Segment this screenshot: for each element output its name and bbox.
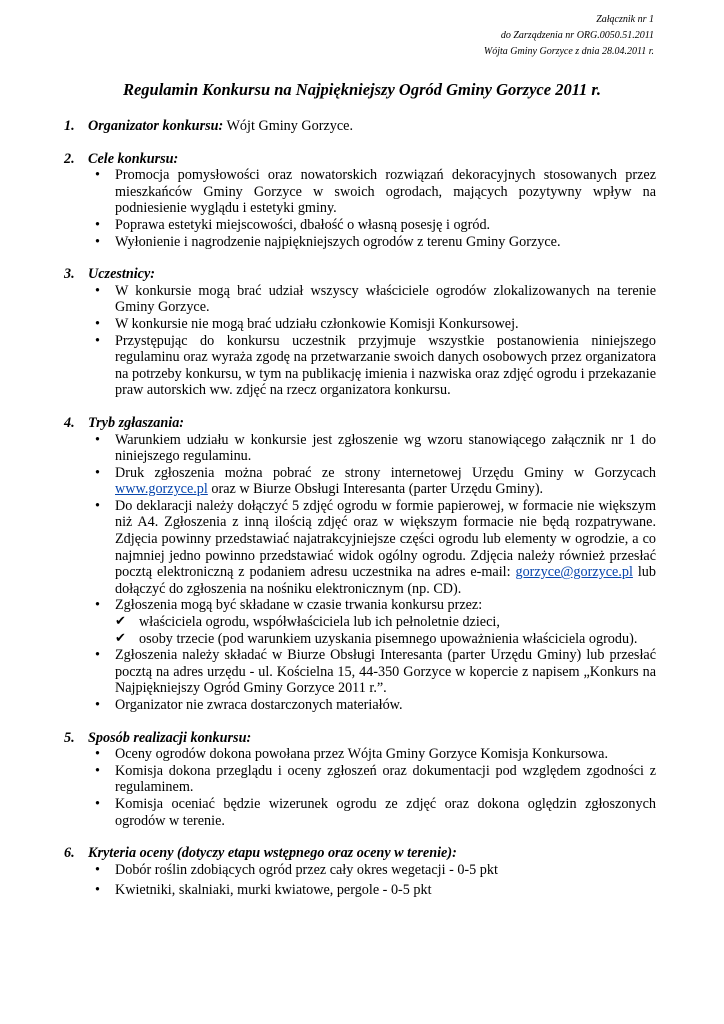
item-text: oraz w Biurze Obsługi Interesanta (parter Urzędu Gminy). xyxy=(207,481,544,498)
list-item: • Przystępując do konkursu uczestnik przyjmuje wszystkie postanowienia niniejszego regulaminu oraz wyraża zgodę na przetwarzanie swoich danych osobowych przez organizatora na potrzeby konkursu, w tym na publikację imienia i nazwiska oraz zdjęć ogrodu i przekazanie praw autorskich ww. zdjęć na rzecz organizatora konkursu. xyxy=(115,333,656,399)
section-procedure xyxy=(64,729,656,830)
list-item: • W konkursie mogą brać udział wszyscy właściciele ogrodów zlokalizowanych na terenie Gminy Gorzyce. xyxy=(115,283,656,316)
attachment-number: Załącznik nr 1 xyxy=(596,14,654,25)
document-body xyxy=(64,118,656,915)
section-heading: Kryteria oceny (dotyczy etapu wstępnego oraz oceny w terenie): xyxy=(88,845,457,862)
submitters-list xyxy=(115,614,656,647)
section-heading: Uczestnicy: xyxy=(88,266,155,283)
participants-list xyxy=(88,283,656,399)
item-text: Do deklaracji należy dołączyć 5 zdjęć ogrodu w formie papierowej, w formacie nie większym niż A4. Zgłoszenia z inną ilością zdjęć oraz w większym formacie nie będą rozpatrywane. Zdjęcia powinny przedstawiać najatrakcyjniejsze części ogrodu lub elementy w ogrodzie, a co najmniej jedno powinno przedstawiać widok ogólny ogrodu. Zdjęcia należy również przesłać pocztą elektroniczną z podaniem adresu uczestnika na adres e-mail: xyxy=(115,497,656,581)
item-text: Druk zgłoszenia można pobrać ze strony internetowej Urzędu Gminy w Gorzycach xyxy=(115,464,656,481)
section-criteria xyxy=(64,845,656,899)
section-heading: Sposób realizacji konkursu: xyxy=(88,729,252,746)
section-heading: Cele konkursu: xyxy=(88,150,179,167)
email-link[interactable]: gorzyce@gorzyce.pl xyxy=(515,564,633,581)
list-item: • Organizator nie zwraca dostarczonych materiałów. xyxy=(115,697,656,714)
list-item: • W konkursie nie mogą brać udziału członkowie Komisji Konkursowej. xyxy=(115,316,656,333)
list-item: • Promocja pomysłowości oraz nowatorskich rozwiązań dekoracyjnych stosowanych przez mieszkańców Gminy Gorzyce w swoich ogrodach, mających pozytywny wpływ na podniesienie wyglądu i estetyki gminy. xyxy=(115,167,656,217)
ordinance-date: Wójta Gminy Gorzyce z dnia 28.04.2011 r. xyxy=(483,46,654,57)
list-item: • Kwietniki, skalniaki, murki kwiatowe, pergole - 0-5 pkt xyxy=(115,882,656,899)
section-number: 3. xyxy=(64,266,75,283)
list-item: • Wyłonienie i nagrodzenie najpiękniejszych ogrodów z terenu Gminy Gorzyce. xyxy=(115,234,656,251)
section-number: 1. xyxy=(64,118,75,134)
item-text: Zgłoszenia mogą być składane w czasie trwania konkursu przez: xyxy=(115,597,483,614)
item-text: lub dołączyć do zgłoszenia na nośniku elektronicznym (np. CD). xyxy=(115,564,656,597)
section-heading: Tryb zgłaszania: xyxy=(88,414,185,431)
list-item: • Komisja dokona przeglądu i oceny zgłoszeń oraz dokumentacji pod względem zgodności z regulaminem. xyxy=(115,763,656,796)
check-item: ✔ osoby trzecie (pod warunkiem uzyskania pisemnego upoważnienia właściciela ogrodu). xyxy=(139,631,656,648)
section-participants xyxy=(64,266,656,399)
check-item: ✔ właściciela ogrodu, współwłaściciela lub ich pełnoletnie dzieci, xyxy=(139,614,656,631)
section-number: 5. xyxy=(64,729,75,746)
section-goals xyxy=(64,150,656,251)
criteria-list xyxy=(88,862,656,899)
list-item xyxy=(115,597,656,647)
section-text: Wójt Gminy Gorzyce. xyxy=(226,118,353,134)
list-item xyxy=(115,465,656,498)
ordinance-reference: do Zarządzenia nr ORG.0050.51.2011 xyxy=(500,30,654,41)
submission-list xyxy=(88,432,656,714)
section-number: 6. xyxy=(64,845,75,862)
section-organizer xyxy=(64,118,656,135)
list-item xyxy=(115,498,656,598)
procedure-list xyxy=(88,746,656,829)
section-heading: Organizator konkursu: xyxy=(88,118,224,134)
goals-list xyxy=(88,167,656,250)
list-item: • Zgłoszenia należy składać w Biurze Obsługi Interesanta (parter Urzędu Gminy) lub przesłać pocztą na adres urzędu - ul. Kościelna 15, 44-350 Gorzyce w kopercie z napisem „Konkurs na Najpiękniejszy Ogród Gminy Gorzyce 2011 r.”. xyxy=(115,647,656,697)
attachment-header xyxy=(484,12,654,60)
list-item: • Warunkiem udziału w konkursie jest zgłoszenie wg wzoru stanowiącego załącznik nr 1 do niniejszego regulaminu. xyxy=(115,432,656,465)
section-number: 2. xyxy=(64,150,75,167)
list-item: • Komisja oceniać będzie wizerunek ogrodu ze zdjęć oraz dokona oględzin zgłoszonych ogrodów w terenie. xyxy=(115,796,656,829)
list-item: • Oceny ogrodów dokona powołana przez Wójta Gminy Gorzyce Komisja Konkursowa. xyxy=(115,746,656,763)
website-link[interactable]: www.gorzyce.pl xyxy=(115,481,208,498)
list-item: • Poprawa estetyki miejscowości, dbałość o własną posesję i ogród. xyxy=(115,217,656,234)
list-item: • Dobór roślin zdobiących ogród przez cały okres wegetacji - 0-5 pkt xyxy=(115,862,656,879)
section-number: 4. xyxy=(64,414,75,431)
document-title: Regulamin Konkursu na Najpiękniejszy Ogród Gminy Gorzyce 2011 r. xyxy=(122,80,602,99)
section-submission xyxy=(64,414,656,714)
